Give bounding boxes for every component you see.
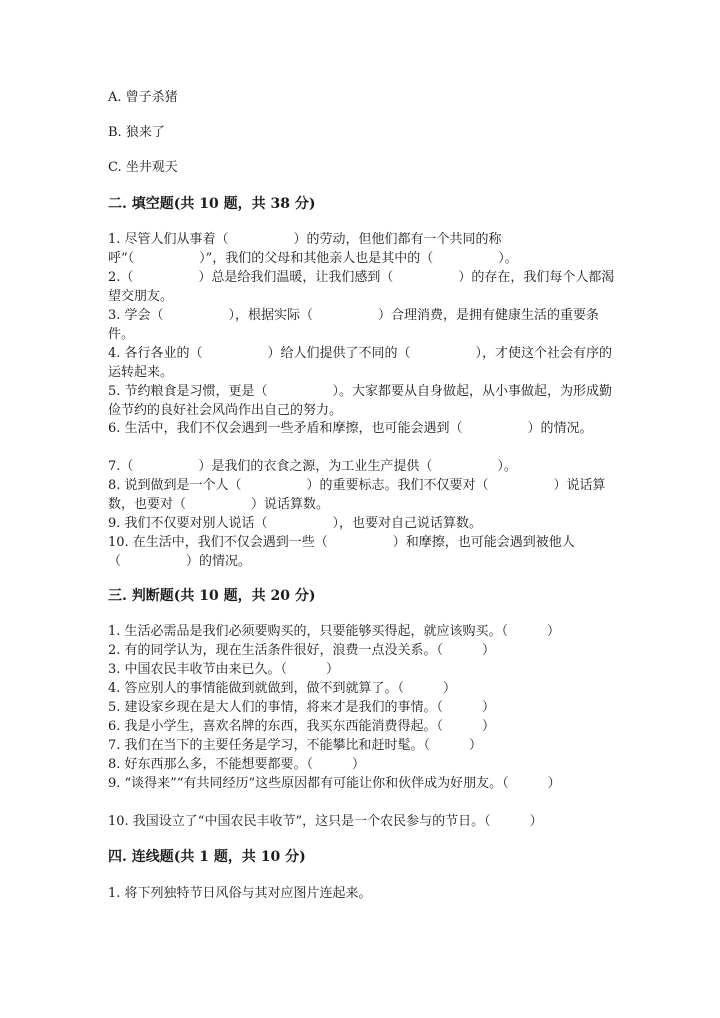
judge-question-3: 3. 中国农民丰收节由来已久。（ ） [108, 662, 340, 677]
judge-question-8: 8. 好东西那么多，不能想要都要。（ ） [108, 757, 366, 772]
section3-title: 三. 判断题(共 10 题，共 20 分) [108, 588, 316, 604]
match-question-1: 1. 将下列独特节日风俗与其对应图片连起来。 [108, 886, 372, 901]
option-a: A. 曾子杀猪 [108, 90, 178, 105]
option-b: B. 狼来了 [108, 125, 165, 140]
fill-question-6: 6. 生活中，我们不仅会遇到一些矛盾和摩擦，也可能会遇到（ ）的情况。 [108, 421, 593, 436]
section4-title: 四. 连线题(共 1 题，共 10 分) [108, 849, 306, 865]
fill-question-8: 8. 说到做到是一个人（ ）的重要标志。我们不仅要对（ ）说话算数，也要对（ ）说话算数。 [108, 478, 606, 512]
judge-question-7: 7. 我们在当下的主要任务是学习，不能攀比和赶时髦。（ ） [108, 738, 483, 753]
fill-question-7: 7.（ ）是我们的衣食之源，为工业生产提供（ ）。 [108, 459, 517, 474]
judge-question-6: 6. 我是小学生，喜欢名牌的东西，我买东西能消费得起。（ ） [108, 719, 496, 734]
fill-question-4: 4. 各行各业的（ ）给人们提供了不同的（ ），才使这个社会有序的运转起来。 [108, 346, 613, 380]
judge-question-9: 9. “谈得来”“有共同经历”这些原因都有可能让你和伙伴成为好朋友。（ ） [108, 776, 561, 791]
judge-question-1: 1. 生活必需品是我们必须要购买的，只要能够买得起，就应该购买。（ ） [108, 624, 561, 639]
fill-question-2: 2.（ ）总是给我们温暖，让我们感到（ ）的存在，我们每个人都渴望交朋友。 [108, 270, 615, 304]
fill-question-1: 1. 尽管人们从事着（ ）的劳动，但他们都有一个共同的称呼“（ ）”，我们的父母和其他亲人也是其中的（ ）。 [108, 232, 518, 266]
judge-question-2: 2. 有的同学认为，现在生活条件很好，浪费一点没关系。（ ） [108, 643, 496, 658]
fill-question-5: 5. 节约粮食是习惯，更是（ ）。大家都要从自身做起，从小事做起，为形成勤俭节约的良好社会风尚作出自己的努力。 [108, 384, 613, 418]
judge-question-10: 10. 我国设立了“中国农民丰收节”，这只是一个农民参与的节日。（ ） [108, 814, 543, 829]
judge-question-4: 4. 答应别人的事情能做到就做到，做不到就算了。（ ） [108, 681, 457, 696]
fill-question-3: 3. 学会（ ），根据实际（ ）合理消费，是拥有健康生活的重要条件。 [108, 308, 600, 342]
fill-question-9: 9. 我们不仅要对别人说话（ ），也要对自己说话算数。 [108, 516, 483, 531]
fill-question-10: 10. 在生活中，我们不仅会遇到一些（ ）和摩擦，也可能会遇到被他人（ ）的情况。 [108, 535, 575, 569]
section2-title: 二. 填空题(共 10 题，共 38 分) [108, 196, 316, 212]
judge-question-5: 5. 建设家乡现在是大人们的事情，将来才是我们的事情。（ ） [108, 700, 496, 715]
option-c: C. 坐井观天 [108, 160, 178, 175]
